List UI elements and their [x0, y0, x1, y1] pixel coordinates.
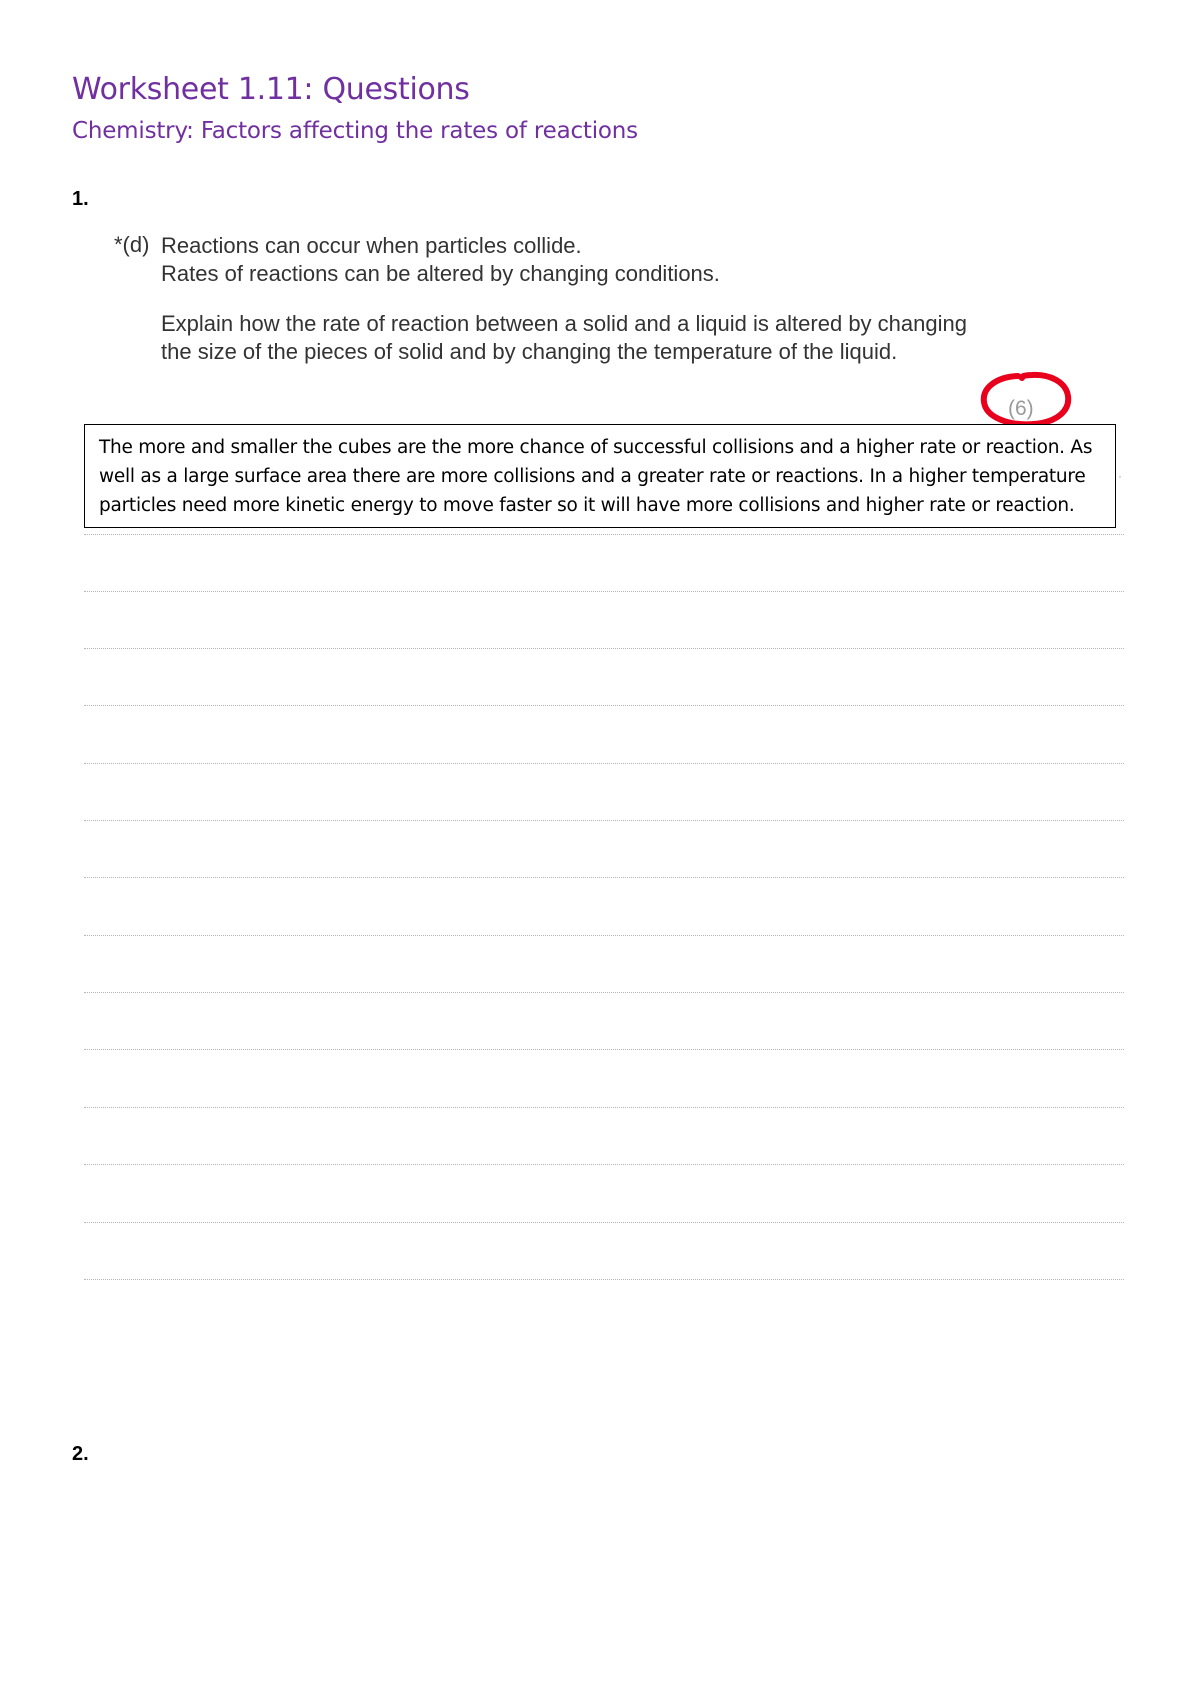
answer-rule: [84, 648, 1124, 649]
answer-rule: [84, 763, 1124, 764]
question-statement-1: Reactions can occur when particles collide.: [161, 233, 582, 258]
question-statement-2: Rates of reactions can be altered by changing conditions.: [161, 261, 720, 286]
worksheet-subtitle: Chemistry: Factors affecting the rates of reactions: [72, 118, 638, 144]
answer-rule: [84, 1164, 1124, 1165]
question-1-number: 1.: [72, 188, 89, 210]
answer-rule: [84, 1049, 1124, 1050]
answer-rule: [84, 705, 1124, 706]
question-part-label: *(d): [114, 232, 150, 257]
marks-label: (6): [1008, 397, 1034, 420]
answer-rule: [84, 935, 1124, 936]
question-prompt: Explain how the rate of reaction between a solid and a liquid is altered by changing the size of the pieces of solid and by changing the temperature of the liquid.: [161, 311, 967, 364]
worksheet-title: Worksheet 1.11: Questions: [72, 72, 470, 107]
answer-rule: [84, 820, 1124, 821]
answer-rule: [84, 1222, 1124, 1223]
answer-textbox[interactable]: The more and smaller the cubes are the more chance of successful collisions and a higher rate or reaction. As well as a large surface area there are more collisions and a greater rate or reactions. In a higher temperature particles need more kinetic energy to move faster so it will have more collisions and higher rate or reaction.: [84, 424, 1116, 528]
answer-rule: [84, 1107, 1124, 1108]
answer-rule: [84, 1279, 1124, 1280]
answer-rule: [84, 534, 1124, 535]
answer-rule: [84, 591, 1124, 592]
answer-rule: [84, 877, 1124, 878]
answer-rule: [84, 992, 1124, 993]
question-2-number: 2.: [72, 1443, 89, 1465]
stray-mark: ·: [1118, 469, 1122, 483]
